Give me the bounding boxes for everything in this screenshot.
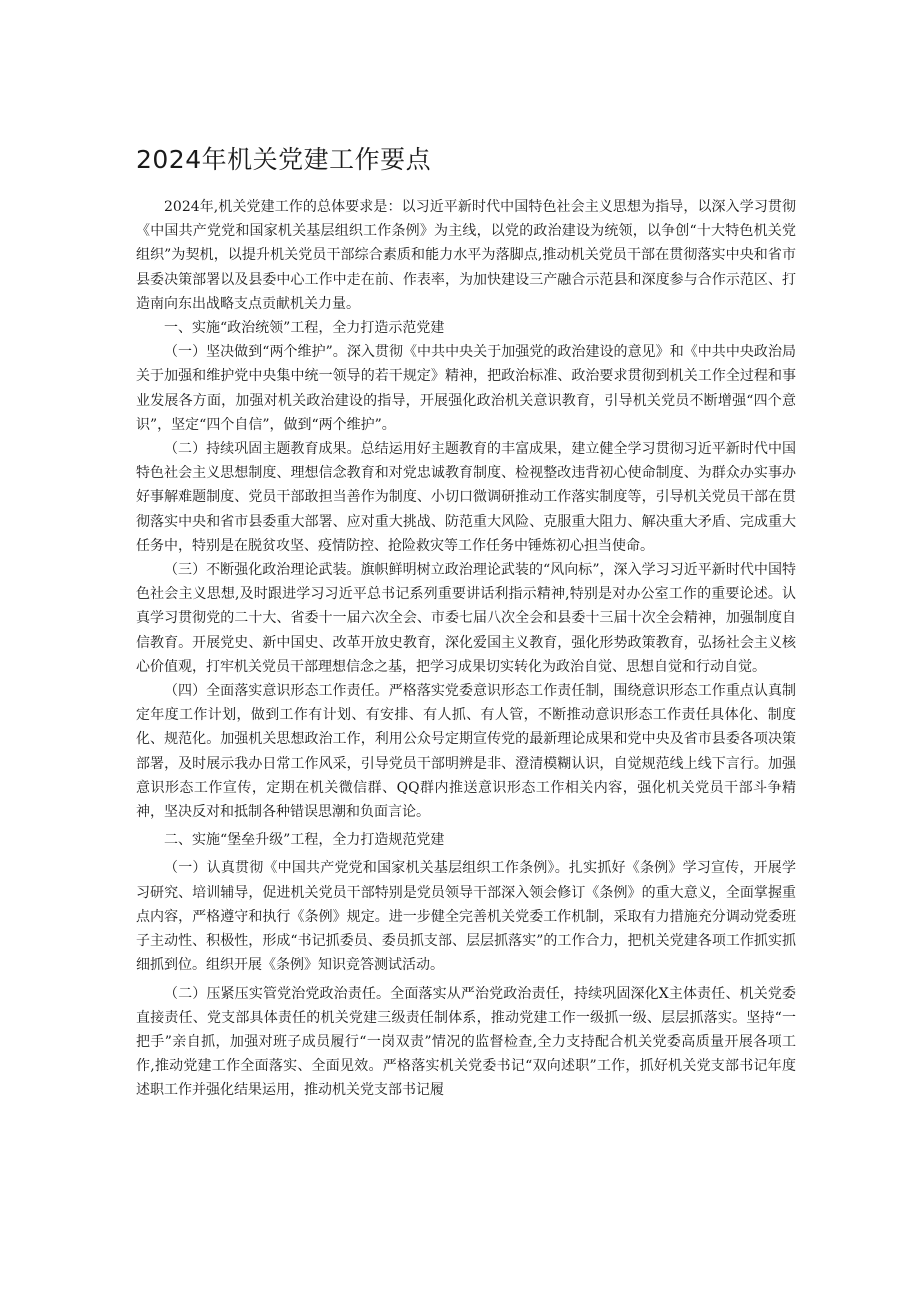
section-1-paragraph-4: （四）全面落实意识形态工作责任。严格落实党委意识形态工作责任制，围绕意识形态工作重点认真制定年度工作计划，做到工作有计划、有安排、有人抓、有人管，不断推动意识形态工作责任具体化、制度化、规范化。加强机关思想政治工作，利用公众号定期宣传党的最新理论成果和党中央及省市县委各项决策部署，及时展示我办日常工作风采，引导党员干部明辨是非、澄清模糊认识，自觉规范线上线下言行。加强意识形态工作宣传，定期在机关微信群、QQ群内推送意识形态工作相关内容，强化机关党员干部斗争精神，坚决反对和抵制各种错误思潮和负面言论。 <box>136 683 796 821</box>
section-2-heading: 二、实施“堡垒升级”工程，全力打造规范党建 <box>164 832 445 849</box>
section-1-paragraph-2: （二）持续巩固主题教育成果。总结运用好主题教育的丰富成果，建立健全学习贯彻习近平新时代中国特色社会主义思想制度、理想信念教育和对党忠诚教育制度、检视整改违背初心使命制度、为群众办实事办好事解难题制度、党员干部敢担当善作为制度、小切口微调研推动工作落实制度等，引导机关党员干部在贯彻落实中央和省市县委重大部署、应对重大挑战、防范重大风险、克服重大阻力、解决重大矛盾、完成重大任务中，特别是在脱贫攻坚、疫情防控、抢险救灾等工作任务中锤炼初心担当使命。 <box>136 441 796 554</box>
document-body <box>136 195 796 1103</box>
document-title: 2024年机关党建工作要点 <box>136 145 432 174</box>
section-1-heading: 一、实施“政治统领”工程，全力打造示范党建 <box>164 320 445 337</box>
intro-paragraph: 2024年,机关党建工作的总体要求是：以习近平新时代中国特色社会主义思想为指导，以深入学习贯彻《中国共产党党和国家机关基层组织工作条例》为主线，以党的政治建设为统领，以争创“十大特色机关党组织”为契机，以提升机关党员干部综合素质和能力水平为落脚点,推动机关党员干部在贯彻落实中央和省市县委决策部署以及县委中心工作中走在前、作表率，为加快建设三产融合示范县和深度参与合作示范区、打造南向东出战略支点贡献机关力量。 <box>136 199 796 312</box>
section-2-paragraph-2: （二）压紧压实管党治党政治责任。全面落实从严治党政治责任，持续巩固深化X主体责任、机关党委直接责任、党支部具体责任的机关党建三级责任制体系，推动党建工作一级抓一级、层层抓落实。坚持“一把手”亲自抓，加强对班子成员履行“一岗双责”情况的监督检查,全力支持配合机关党委高质量开展各项工作,推动党建工作全面落实、全面见效。严格落实机关党委书记“双向述职”工作，抓好机关党支部书记年度述职工作并强化结果运用，推动机关党支部书记履 <box>136 985 796 1099</box>
section-1-paragraph-1: （一）坚决做到“两个维护”。深入贯彻《中共中央关于加强党的政治建设的意见》和《中共中央政治局关于加强和维护党中央集中统一领导的若干规定》精神，把政治标准、政治要求贯彻到机关工作全过程和事业发展各方面，加强对机关政治建设的指导，开展强化政治机关意识教育，引导机关党员不断增强“四个意识”，坚定“四个自信”，做到“两个维护”。 <box>136 344 796 433</box>
section-1-paragraph-3: （三）不断强化政治理论武装。旗帜鲜明树立政治理论武装的“风向标”，深入学习习近平新时代中国特色社会主义思想,及时跟进学习习近平总书记系列重要讲话利指示精神,特别是对办公室工作的重要论述。认真学习贯彻党的二十大、省委十一届六次全会、市委七届八次全会和县委十三届十次全会精神，加强制度自信教育。开展党史、新中国史、改革开放史教育，深化爱国主义教育，强化形势政策教育，弘扬社会主义核心价值观，打牢机关党员干部理想信念之基，把学习成果切实转化为政治自觉、思想自觉和行动自觉。 <box>136 562 796 675</box>
section-2-paragraph-1: （一）认真贯彻《中国共产党党和国家机关基层组织工作条例》。扎实抓好《条例》学习宣传，开展学习研究、培训辅导，促进机关党员干部特别是党员领导干部深入领会修订《条例》的重大意义，全面掌握重点内容，严格遵守和执行《条例》规定。进一步健全完善机关党委工作机制，采取有力措施充分调动党委班子主动性、积极性，形成“书记抓委员、委员抓支部、层层抓落实”的工作合力，把机关党建各项工作抓实抓细抓到位。组织开展《条例》知识竞答测试活动。 <box>136 860 796 974</box>
